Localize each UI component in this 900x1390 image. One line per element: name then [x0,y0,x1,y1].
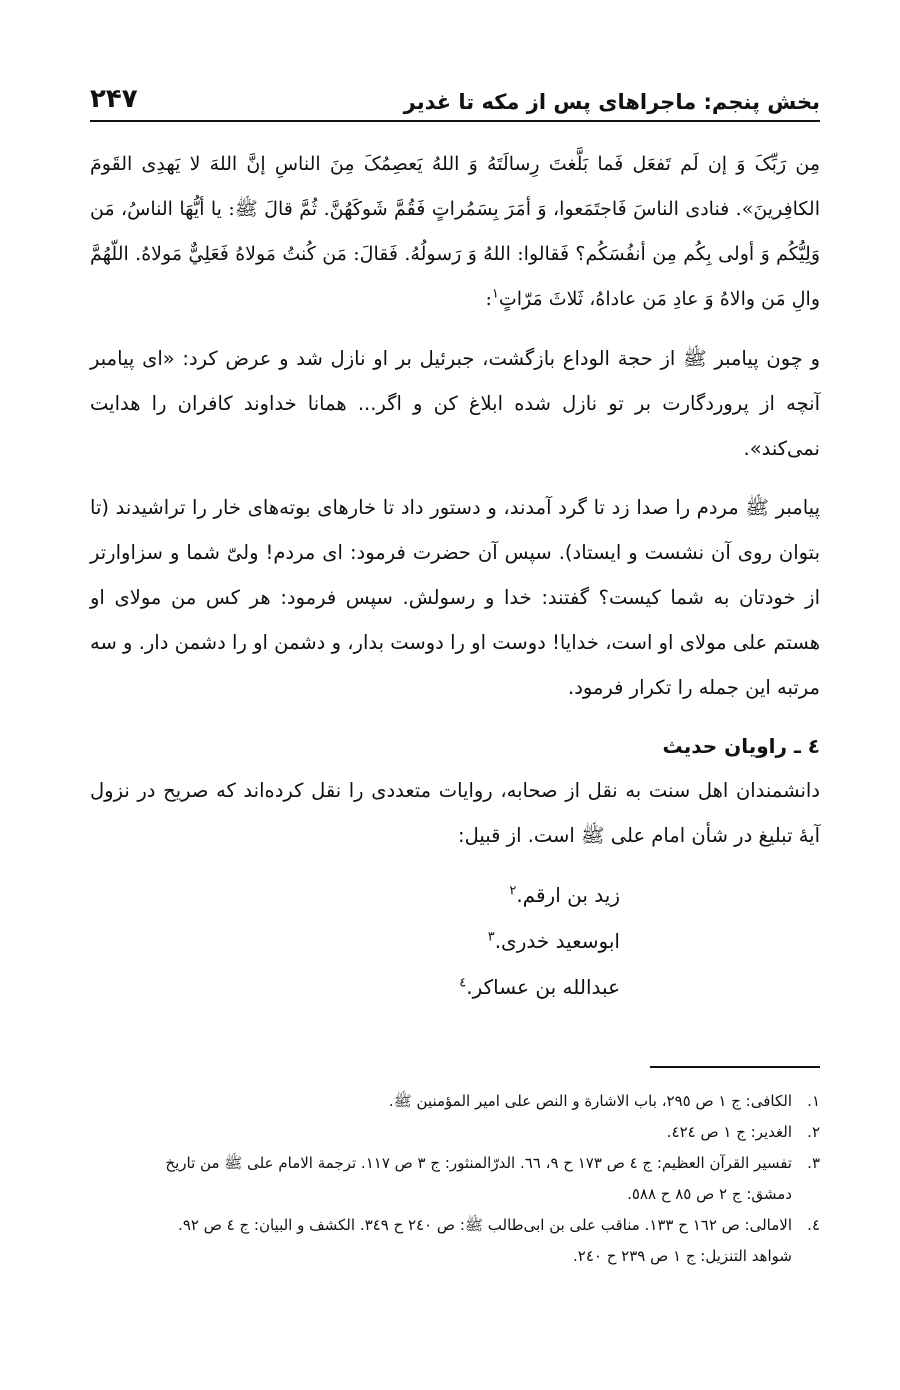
footnote-marker: ٣. [807,1154,820,1172]
footnote-text: تفسیر القرآن العظیم: ج ٤ ص ١٧٣ ح ٩، ٦٦. الدرّالمنثور: ج ٣ ص ١١٧. ترجمة الامام علی ﷺ من تاریخ [165,1154,792,1172]
arabic-hadith-text: مِن رَبِّکَ وَ إن لَم تَفعَل فَما بَلَّغتَ رِسالَتَهُ وَ اللهُ يَعصِمُکَ مِنَ الناسِ إنَّ اللهَ لا يَهدِى القَومَ الكافِرينَ». فنادى الناسَ فَاجتَمَعوا، وَ أمَرَ بِسَمُراتٍ فَقُمَّ شَوكَهُنَّ. ثُمَّ قالَ ﷺ: يا أيُّهَا الناسُ، مَن وَلِيُّكُم وَ أولى بِكُم مِن أنفُسَكُم؟ فَقالوا: اللهُ وَ رَسولُهُ. فَقالَ: مَن كُنتُ مَولاهُ فَعَلِيٌّ مَولاهُ. اللّهُمَّ والِ مَن والاهُ وَ عادِ مَن عاداهُ، ثَلاثَ مَرّاتٍ [90,153,820,310]
narrator-name: ابوسعید خدری. [494,929,620,953]
footnote-text: الغدیر: ج ١ ص ٤٢٤. [666,1123,792,1141]
page-body [90,142,820,1272]
arabic-hadith-colon: : [485,288,492,310]
translation-paragraph-1: و چون پیامبر ﷺ از حجة الوداع بازگشت، جبرئیل بر او نازل شد و عرض کرد: «ای پیامبر آنچه از پروردگارت بر تو نازل شده ابلاغ کن و اگر... همانا خداوند کافران را هدایت نمی‌کند». [90,347,820,460]
running-title: بخش پنجم: ماجراهای پس از مکه تا غدیر [403,90,820,114]
section-intro-paragraph: دانشمندان اهل سنت به نقل از صحابه، روایات متعددی را نقل کرده‌اند که صریح در نزول آیهٔ تبلیغ در شأن امام علی ﷺ است. از قبیل: [90,779,820,847]
footnote-text: الکافی: ج ١ ص ٢٩٥، باب الاشارة و النص علی امیر المؤمنین ﷺ. [388,1092,792,1110]
footnote-ref-1[interactable]: ١ [491,286,499,302]
narrator-item [90,872,620,918]
footnote-divider [650,1066,820,1068]
footnote-continuation: شواهد التنزیل: ج ١ ص ٢٣٩ ح ٢٤٠. [573,1247,792,1265]
footnote-marker: ١. [807,1092,820,1110]
footnote-item [90,1086,820,1117]
narrator-list [90,872,820,1010]
footnote-list [90,1086,820,1272]
footnote-text: الامالی: ص ١٦٢ ح ١٣٣. مناقب علی بن ابی‌طالب ﷺ: ص ٢٤٠ ح ٣٤٩. الکشف و البیان: ج ٤ ص ٩٢. [178,1216,792,1234]
footnote-marker: ٢. [807,1123,820,1141]
book-page [90,70,820,1272]
translation-paragraph-2: پیامبر ﷺ مردم را صدا زد تا گرد آمدند، و دستور داد تا خارهای بوته‌های خار را تراشیدند (تا بتوان روی آن نشست و ایستاد). سپس آن حضرت فرمود: ای مردم! ولیّ شما و سزاوارتر از خودتان به شما کیست؟ گفتند: خدا و رسولش. سپس فرمود: هر کس من مولای او هستم علی مولای او است، خدایا! دوست او را دوست بدار، و دشمن او را دشمن دار. و سه مرتبه این جمله را تکرار فرمود. [90,496,820,699]
footnote-ref-3[interactable]: ٣ [487,929,495,945]
footnote-ref-2[interactable]: ٢ [509,883,517,899]
footnote-marker: ٤. [807,1216,820,1234]
arabic-hadith-paragraph [90,142,820,322]
footnote-continuation: دمشق: ج ٢ ص ٨٥ ح ٥٨٨. [627,1185,792,1203]
narrator-name: زید بن ارقم. [516,883,620,907]
footnote-item [90,1117,820,1148]
footnote-ref-4[interactable]: ٤ [459,975,467,991]
page-number: ۲۴۷ [90,84,138,114]
footnote-item [90,1148,820,1210]
narrator-item [90,918,620,964]
footnote-item [90,1210,820,1272]
page-header [90,70,820,122]
narrator-item [90,964,620,1010]
narrator-name: عبدالله بن عساکر. [466,975,620,999]
section-heading: ٤ ـ راویان حدیث [662,734,820,758]
